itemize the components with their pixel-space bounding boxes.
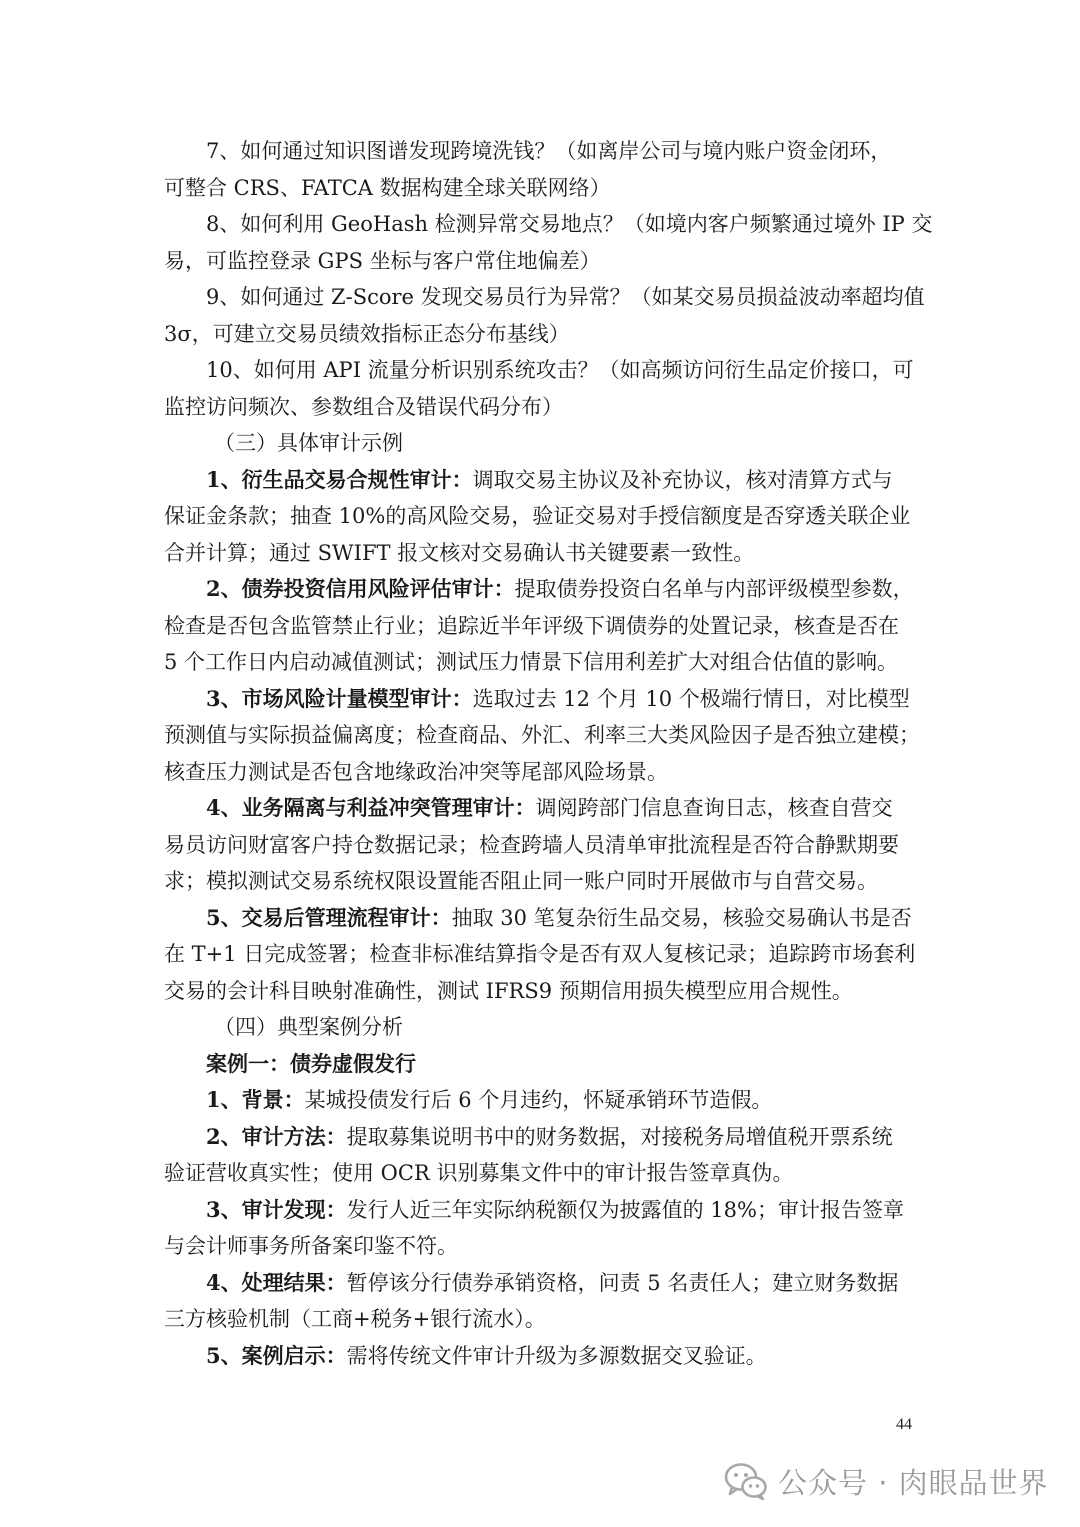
question-7	[164, 133, 916, 206]
item-lead: 4、业务隔离与利益冲突管理审计：	[206, 795, 536, 820]
text-line	[164, 1082, 916, 1119]
item-lead: 3、审计发现：	[206, 1196, 347, 1222]
item-text: 暂停该分行债券承销资格，问责 5 名责任人；建立财务数据	[346, 1270, 899, 1295]
text-line	[164, 1119, 916, 1156]
item-text: 提取债券投资白名单与内部评级模型参数，	[514, 577, 914, 601]
item-lead: 2、债券投资信用风险评估审计：	[206, 576, 515, 601]
text-line: 检查是否包含监管禁止行业；追踪近半年评级下调债券的处置记录，核查是否在	[164, 613, 899, 638]
item-lead: 1、背景：	[206, 1087, 305, 1112]
text-line: 预测值与实际损益偏离度；检查商品、外汇、利率三大类风险因子是否独立建模；	[164, 723, 920, 747]
text-line: 核查压力测试是否包含地缘政治冲突等尾部风险场景。	[164, 759, 668, 784]
text-line	[164, 681, 916, 718]
case-item-2	[164, 1119, 916, 1192]
item-lead: 3、市场风险计量模型审计：	[206, 685, 473, 711]
text-line	[164, 1338, 916, 1375]
audit-example-2	[164, 571, 916, 681]
text-line: 与会计师事务所备案印鉴不符。	[164, 1234, 458, 1258]
watermark	[724, 1459, 1049, 1503]
text-line: 易，可监控登录 GPS 坐标与客户常住地偏差）	[164, 248, 601, 273]
text-line: 8、如何利用 GeoHash 检测异常交易地点？（如境内客户频繁通过境外 IP 交	[206, 212, 933, 236]
case-item-3	[164, 1192, 916, 1265]
item-lead: 5、交易后管理流程审计：	[206, 904, 452, 930]
text-line: 5 个工作日内启动减值测试；测试压力情景下信用利差扩大对组合估值的影响。	[164, 650, 899, 674]
question-9	[164, 279, 925, 352]
case-item-5	[164, 1338, 916, 1375]
text-line	[164, 900, 916, 937]
item-text: 抽取 30 笔复杂衍生品交易，核验交易确认书是否	[451, 905, 912, 930]
page-number: 44	[896, 1416, 912, 1433]
text-line: 保证金条款；抽查 10%的高风险交易，验证交易对手授信额度是否穿透关联企业	[164, 504, 911, 528]
item-text: 需将传统文件审计升级为多源数据交叉验证。	[346, 1343, 767, 1368]
text-line	[164, 790, 916, 827]
text-line: 监控访问频次、参数组合及错误代码分布）	[164, 394, 563, 419]
section-heading: （三）具体审计示例	[214, 431, 403, 455]
item-text: 发行人近三年实际纳税额仅为披露值的 18%；审计报告签章	[346, 1197, 904, 1222]
text-line	[164, 1265, 916, 1302]
text-line	[164, 1192, 916, 1229]
case-item-1	[164, 1082, 916, 1119]
text-line: 合并计算；通过 SWIFT 报文核对交易确认书关键要素一致性。	[164, 540, 755, 565]
item-lead: 5、案例启示：	[206, 1342, 347, 1368]
case-item-4	[164, 1265, 916, 1338]
text-line: 易员访问财富客户持仓数据记录；检查跨墙人员清单审批流程是否符合静默期要	[164, 832, 899, 857]
item-text: 某城投债发行后 6 个月违约，怀疑承销环节造假。	[304, 1088, 773, 1112]
item-text: 选取过去 12 个月 10 个极端行情日，对比模型	[472, 686, 910, 711]
text-line: 10、如何用 API 流量分析识别系统攻击？（如高频访问衍生品定价接口，可	[206, 358, 914, 382]
text-line: 三方核验机制（工商+税务+银行流水）。	[164, 1307, 546, 1331]
watermark-text: 公众号 · 肉眼品世界	[778, 1465, 1049, 1500]
text-line: 可整合 CRS、FATCA 数据构建全球关联网络）	[164, 175, 611, 200]
text-line	[164, 571, 916, 608]
audit-example-4	[164, 790, 916, 900]
audit-example-1	[164, 462, 916, 572]
text-line: 求；模拟测试交易系统权限设置能否阻止同一账户同时开展做市与自营交易。	[164, 869, 878, 893]
text-line: 在 T+1 日完成签署；检查非标准结算指令是否有双人复核记录；追踪跨市场套利	[164, 942, 916, 966]
item-text: 调阅跨部门信息查询日志，核查自营交	[535, 796, 893, 820]
page-content	[164, 133, 933, 1374]
text-line: 3σ，可建立交易员绩效指标正态分布基线）	[164, 321, 570, 346]
text-line: 9、如何通过 Z-Score 发现交易员行为异常？（如某交易员损益波动率超均值	[206, 285, 925, 309]
wechat-icon	[724, 1461, 768, 1501]
audit-example-5	[164, 900, 916, 1010]
text-line: 交易的会计科目映射准确性，测试 IFRS9 预期信用损失模型应用合规性。	[164, 978, 853, 1003]
section-heading: （四）典型案例分析	[214, 1015, 403, 1039]
text-line: 7、如何通过知识图谱发现跨境洗钱？（如离岸公司与境内账户资金闭环，	[206, 139, 892, 163]
item-lead: 1、衍生品交易合规性审计：	[206, 466, 473, 492]
case-title: 案例一：债券虚假发行	[206, 1050, 416, 1076]
item-text: 调取交易主协议及补充协议，核对清算方式与	[472, 467, 893, 492]
question-10	[164, 352, 916, 425]
question-8	[164, 206, 933, 279]
item-lead: 4、处理结果：	[206, 1269, 347, 1295]
item-lead: 2、审计方法：	[206, 1123, 347, 1149]
text-line: 验证营收真实性；使用 OCR 识别募集文件中的审计报告签章真伪。	[164, 1161, 794, 1185]
text-line	[164, 462, 916, 499]
item-text: 提取募集说明书中的财务数据，对接税务局增值税开票系统	[346, 1124, 893, 1149]
audit-example-3	[164, 681, 920, 791]
